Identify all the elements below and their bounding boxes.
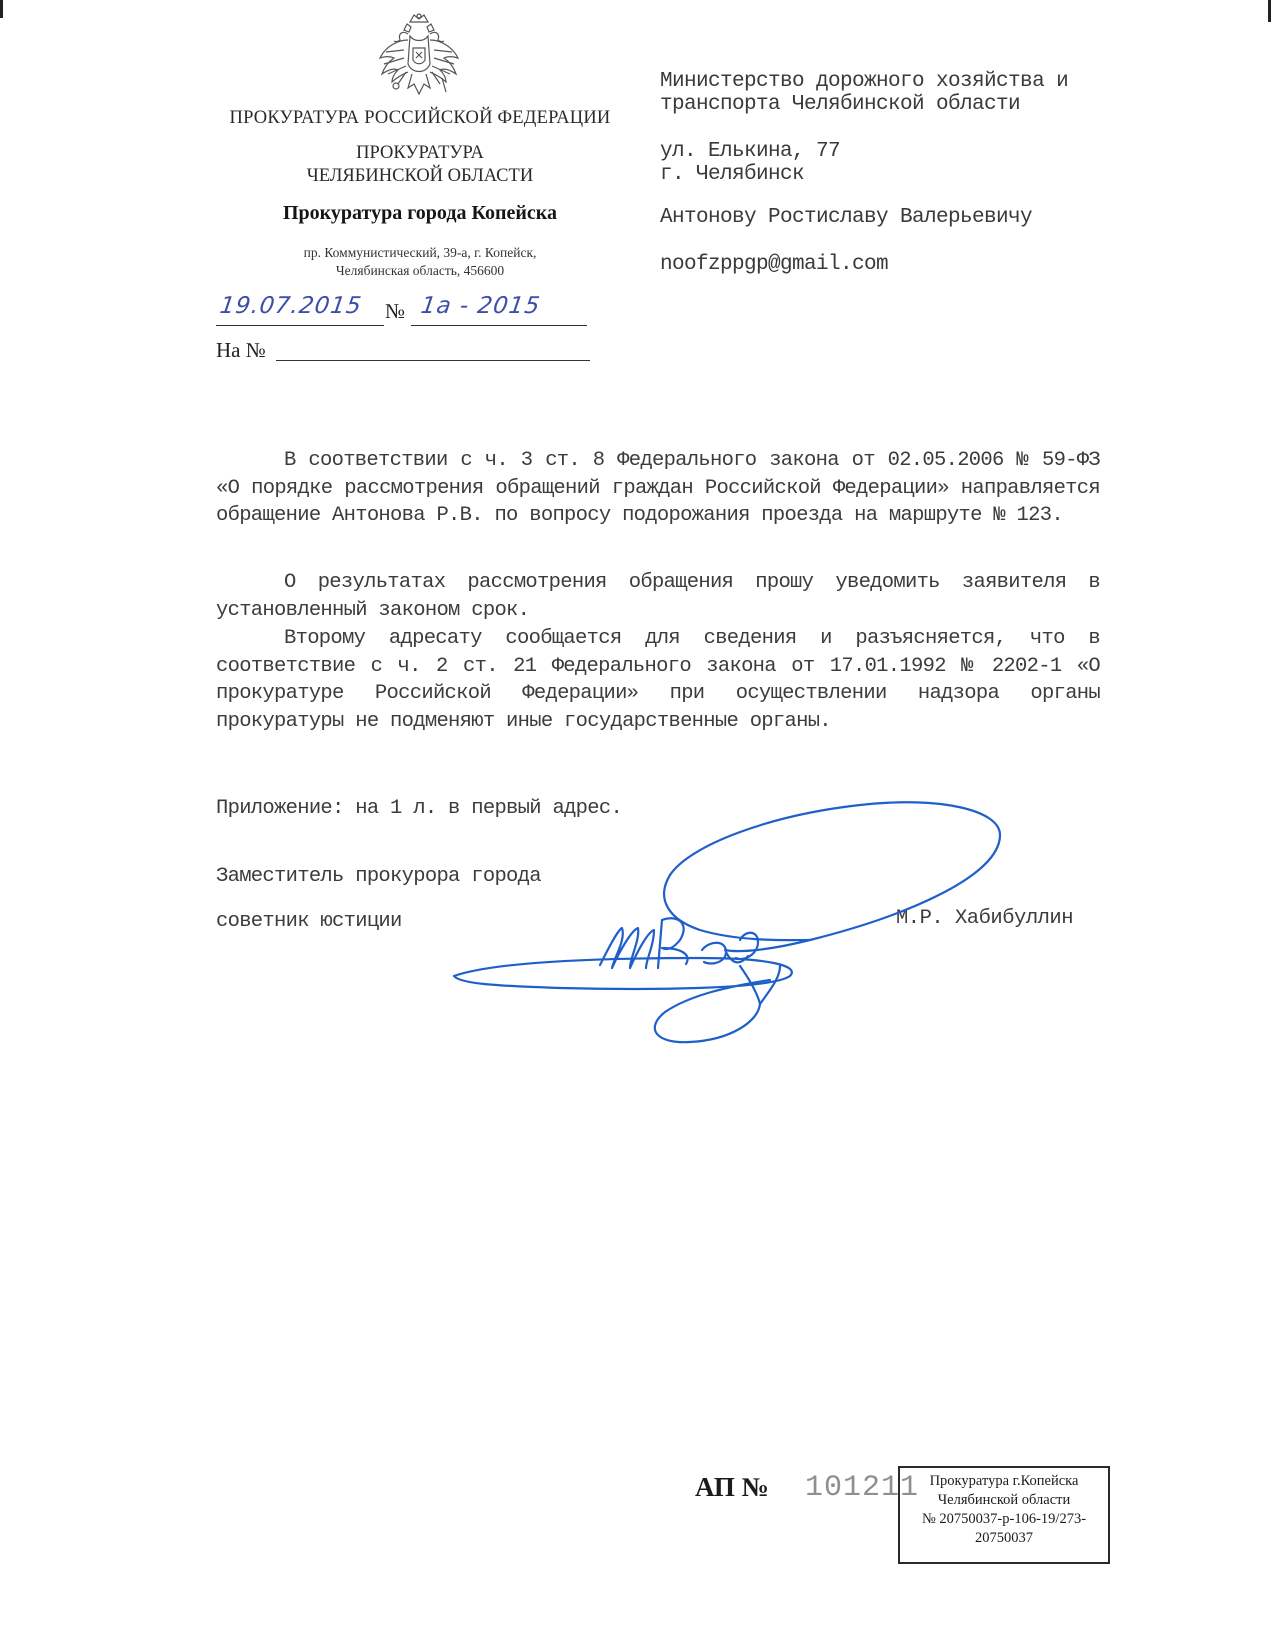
reply-reference-underline	[276, 360, 590, 361]
reply-reference-row	[216, 338, 626, 368]
registration-stamp-line4: 20750037	[975, 1530, 1033, 1546]
office-federal-heading: ПРОКУРАТУРА РОССИЙСКОЙ ФЕДЕРАЦИИ	[229, 108, 611, 128]
registration-stamp	[898, 1466, 1110, 1564]
registration-stamp-line3: № 20750037-р-106-19/273-	[921, 1511, 1087, 1527]
office-city-heading: Прокуратура города Копейска	[283, 202, 557, 224]
addressee-person: Антонову Ростиславу Валерьевичу	[660, 206, 1033, 229]
handwritten-signature	[440, 790, 1020, 1060]
outgoing-registration-row	[216, 293, 626, 333]
registration-stamp-line1: Прокуратура г.Копейска	[929, 1473, 1079, 1489]
body-paragraph-1	[216, 447, 1100, 530]
reply-reference-label: На №	[216, 338, 266, 362]
attachment-note: Приложение: на 1 л. в первый адрес.	[216, 797, 623, 820]
date-underline	[216, 325, 384, 326]
body-paragraph-3-text: Второму адресату сообщается для сведения и разъясняется, что в соответствие с ч. 2 ст. 21 Федерального закона от 17.01.1992 № 2202-1 «О прокуратуре Российской Федерации» при осуществлении надзора органы прокуратуры не подменяют иные государственные органы.	[216, 627, 1100, 733]
office-regional-heading-line1: ПРОКУРАТУРА	[356, 143, 484, 163]
addressee-organization-line2: транспорта Челябинской области	[660, 93, 1021, 116]
signer-name: М.Р. Хабибуллин	[896, 907, 1074, 930]
scan-edge-mark-left	[0, 0, 3, 18]
office-address-line1: пр. Коммунистический, 39-а, г. Копейск,	[303, 245, 537, 260]
addressee-city: г. Челябинск	[660, 163, 805, 186]
signer-title-line2: советник юстиции	[216, 910, 402, 933]
office-address-line2: Челябинская область, 456600	[335, 263, 505, 278]
body-paragraph-2-text: О результатах рассмотрения обращения прошу уведомить заявителя в установленный законом срок.	[216, 571, 1100, 622]
addressee-email: noofzppgp@gmail.com	[660, 253, 889, 276]
number-sign-label: №	[385, 299, 406, 323]
office-regional-heading-line2: ЧЕЛЯБИНСКОЙ ОБЛАСТИ	[306, 166, 534, 186]
double-headed-eagle-emblem-icon	[374, 12, 464, 108]
signer-title-line1: Заместитель прокурора города	[216, 865, 541, 888]
number-underline	[411, 325, 587, 326]
addressee-street: ул. Елькина, 77	[660, 140, 841, 163]
body-paragraph-2	[216, 569, 1100, 624]
body-paragraph-3	[216, 625, 1100, 735]
handwritten-outgoing-number: 1а - 2015	[419, 293, 543, 319]
registration-stamp-line2: Челябинской области	[937, 1492, 1071, 1508]
ap-stamped-number: 101211	[805, 1471, 920, 1505]
body-paragraph-1-text: В соответствии с ч. 3 ст. 8 Федерального закона от 02.05.2006 № 59-ФЗ «О порядке рассмотрения обращений граждан Российской Федерации» направляется обращение Антонова Р.В. по вопросу подорожания проезда на маршруте № 123.	[216, 449, 1100, 527]
ap-label: АП №	[695, 1472, 769, 1502]
handwritten-date: 19.07.2015	[218, 293, 364, 319]
scan-edge-mark-right	[1268, 0, 1271, 22]
addressee-organization-line1: Министерство дорожного хозяйства и	[660, 70, 1069, 93]
